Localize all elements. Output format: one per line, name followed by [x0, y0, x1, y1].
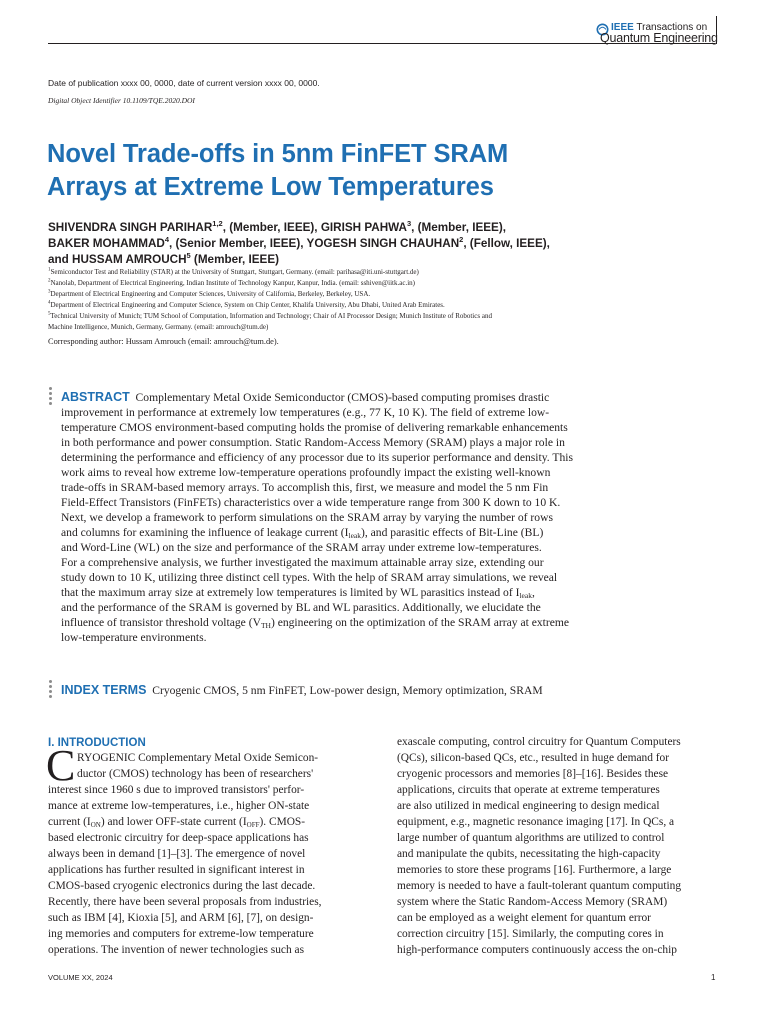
body-line-right: applications, circuits that operate at extreme temperatures — [397, 784, 660, 796]
author-list — [48, 220, 688, 268]
subscript: OFF — [246, 821, 260, 829]
footer-volume: VOLUME XX, 2024 — [48, 973, 113, 982]
abstract-text: , — [531, 586, 535, 599]
author-role: , (Senior Member, IEEE), — [169, 237, 307, 250]
drop-cap: C — [46, 741, 76, 790]
index-terms-text: Cryogenic CMOS, 5 nm FinFET, Low-power design, Memory optimization, SRAM — [152, 684, 543, 697]
abstract-line: and Word-Line (WL) on the size and performance of the SRAM array under extreme low-temperatures. — [61, 541, 542, 554]
body-line-right: memory is needed to have a fault-tolerant quantum computing — [397, 880, 682, 892]
author-sup: 5 — [186, 251, 191, 261]
abstract-text: influence of transistor threshold voltage (V — [61, 616, 261, 629]
affiliation-text: Technical University of Munich; TUM School of Computation, Information and Technology; Chair of AI Processor Design; Munich Institute of Robotics and — [50, 312, 492, 320]
affiliation-sup: 2 — [48, 278, 51, 284]
abstract-line: study down to 10 K, utilizing three distinct cell types. With the help of SRAM array simulations, we reveal — [61, 571, 558, 584]
logo-line2: Quantum Engineering — [600, 31, 718, 45]
affiliation-text: Machine Intelligence, Munich, Germany, Germany. (email: amrouch@tum.de) — [48, 323, 269, 331]
subscript: ON — [90, 821, 101, 829]
affiliation — [48, 289, 688, 300]
paper-title — [47, 138, 687, 204]
body-line-right: (QCs), silicon-based QCs, etc., resulted in huge demand for — [397, 752, 670, 764]
abstract-text: Complementary Metal Oxide Semiconductor (CMOS)-based computing promises drastic — [135, 391, 550, 404]
body-line-right: are also utilized in medical engineering to design medical — [397, 800, 660, 812]
body-line-left: such as IBM [4], Kioxia [5], and ARM [6], [7], on design- — [48, 912, 314, 924]
author-role: (Member, IEEE) — [190, 253, 280, 266]
header-divider-vertical — [716, 16, 717, 44]
author-sup: 1,2 — [212, 219, 223, 229]
author-sup: 2 — [459, 235, 464, 245]
affiliation-sup: 3 — [48, 289, 51, 295]
body-line-left: operations. The invention of newer technologies such as — [48, 944, 305, 956]
body-line-left: applications has further resulted in significant interest in — [48, 864, 305, 876]
body-line-right: cryogenic processors and memories [8]–[16]. Besides these — [397, 768, 669, 780]
abstract-text: ) engineering on the optimization of the SRAM array at extreme — [270, 616, 570, 629]
abstract-line: determining the performance and efficiency of any processor due to its superior performance and density. This — [61, 451, 573, 464]
logo-brand: IEEE — [611, 22, 634, 33]
body-line-left: RYOGENIC Complementary Metal Oxide Semicon- — [77, 752, 319, 764]
affiliation-sup: 5 — [48, 311, 51, 317]
body-text: current (I — [48, 816, 91, 828]
affiliation-text: Department of Electrical Engineering and Computer Sciences, University of California, Berkeley, Berkeley, USA. — [50, 290, 371, 298]
abstract-line — [61, 525, 543, 540]
subscript: leak — [519, 591, 532, 600]
author-name: SHIVENDRA SINGH PARIHAR — [48, 221, 213, 234]
abstract-line: For a comprehensive analysis, we further investigated the maximum attainable array size, extending our — [61, 556, 544, 569]
author-sup: 4 — [164, 235, 170, 245]
body-text: ) and lower OFF-state current (I — [100, 816, 247, 828]
title-line-1: Novel Trade-offs in 5nm FinFET SRAM — [47, 140, 509, 168]
affiliation — [48, 267, 688, 278]
subscript: leak — [348, 531, 361, 540]
body-line-right: can be employed as a weight element for quantum error — [397, 912, 651, 924]
abstract-line: work aims to reveal how extreme low-temperature operations profoundly impact the existing well-known — [61, 466, 551, 479]
abstract-marker-icon — [48, 387, 54, 407]
author-name: and HUSSAM AMROUCH — [48, 253, 187, 266]
author-role: , (Fellow, IEEE), — [463, 237, 550, 250]
body-line-left: based electronic circuitry for deep-space applications has — [48, 832, 309, 844]
abstract-first-line — [61, 390, 549, 405]
body-line-right: correction circuitry [15]. Similarly, the computing cores in — [397, 928, 664, 940]
affiliation-sup: 4 — [48, 300, 51, 306]
author-role: , (Member, IEEE), — [411, 221, 506, 234]
abstract-line: trade-offs in SRAM-based memory arrays. To accomplish this, first, we measure and model the 5 nm Fin — [61, 481, 549, 494]
body-line-left: always been in demand [1]–[3]. The emergence of novel — [48, 848, 306, 860]
body-line-left: interest since 1960 s due to improved transistors' perfor- — [48, 784, 305, 796]
body-line-right: large number of quantum algorithms are utilized to control — [397, 832, 665, 844]
section-heading: I. INTRODUCTION — [48, 737, 146, 749]
abstract-text: and columns for examining the influence of leakage current (I — [61, 526, 349, 539]
abstract-line: temperature CMOS environment-based computing holds the promise of delivering remarkable enhancements — [61, 421, 568, 434]
author-sup: 3 — [406, 219, 412, 229]
body-line-right: system where the Static Random-Access Memory (SRAM) — [397, 896, 668, 908]
author-name: BAKER MOHAMMAD — [48, 237, 165, 250]
body-line-left: mance at extreme low-temperatures, i.e., higher ON-state — [48, 800, 310, 812]
affiliation-text: Semiconductor Test and Reliability (STAR) at the University of Stuttgart, Stuttgart, Germany. (email: parihasa@iti.uni-stuttgart.de) — [50, 268, 419, 276]
corresponding-author: Corresponding author: Hussam Amrouch (email: amrouch@tum.de). — [48, 337, 279, 346]
publication-date: Date of publication xxxx 00, 0000, date of current version xxxx 00, 0000. — [48, 78, 320, 88]
body-line-right: and manipulate the qubits, necessitating the high-capacity — [397, 848, 661, 860]
abstract-line: Next, we develop a framework to perform simulations on the SRAM array by varying the number of rows — [61, 511, 553, 524]
abstract-line: improvement in performance at extremely low temperatures (e.g., 77 K, 10 K). The field of extreme low- — [61, 406, 550, 419]
abstract-line — [61, 585, 535, 600]
body-line-right: high-performance computers continuously access the on-chip — [397, 944, 677, 956]
abstract-line — [61, 615, 569, 630]
title-line-2: Arrays at Extreme Low Temperatures — [47, 173, 494, 201]
body-line-right: exascale computing, control circuitry for Quantum Computers — [397, 736, 681, 748]
logo-line1-rest: Transactions on — [636, 22, 708, 33]
journal-logo — [596, 22, 717, 44]
index-terms — [61, 683, 543, 698]
body-line-right: equipment, e.g., magnetic resonance imaging [17]. In QCs, a — [397, 816, 675, 828]
subscript: TH — [260, 621, 271, 630]
doi: Digital Object Identifier 10.1109/TQE.2020.DOI — [48, 96, 195, 105]
author-name: GIRISH PAHWA — [320, 221, 407, 234]
body-line-left — [48, 814, 305, 830]
affiliation — [48, 278, 688, 289]
affiliation — [48, 311, 688, 322]
body-line-right: memories to store these programs [16]. Furthermore, a large — [397, 864, 672, 876]
affiliation-sup: 1 — [48, 267, 51, 273]
abstract-label: ABSTRACT — [61, 390, 130, 404]
author-name: YOGESH SINGH CHAUHAN — [306, 237, 460, 250]
body-line-left: CMOS-based cryogenic electronics during the last decade. — [48, 880, 316, 892]
body-line-left: Recently, there have been several proposals from industries, — [48, 896, 322, 908]
affiliation — [48, 322, 688, 333]
index-terms-label: INDEX TERMS — [61, 683, 147, 697]
abstract-line: and the performance of the SRAM is governed by BL and WL parasitics. Additionally, we elucidate the — [61, 601, 541, 614]
abstract-line: Field-Effect Transistors (FinFETs) characteristics over a wide temperature range from 300 K down to 10 K. — [61, 496, 561, 509]
abstract-line: low-temperature environments. — [61, 631, 207, 644]
page-number: 1 — [711, 973, 716, 982]
affiliation — [48, 300, 688, 311]
index-terms-marker-icon — [48, 680, 54, 700]
abstract-line: in both performance and power consumption. Static Random-Access Memory (SRAM) plays a major role in — [61, 436, 565, 449]
author-role: , (Member, IEEE), — [222, 221, 321, 234]
abstract-text: ), and parasitic effects of Bit-Line (BL) — [360, 526, 544, 539]
affiliation-text: Department of Electrical Engineering and Computer Science, System on Chip Center, Khalifa University, Abu Dhabi, United Arab Emirates. — [50, 301, 445, 309]
body-line-left: ing memories and computers for extreme-low temperature — [48, 928, 314, 940]
body-text: ). CMOS- — [259, 816, 306, 828]
abstract-text: that the maximum array size at extremely low temperatures is limited by WL parasitics instead of I — [61, 586, 520, 599]
affiliation-text: Nanolab, Department of Electrical Engineering, Indian Institute of Technology Kanpur, Kanpur, India. (email: sshiven@iitk.ac.in) — [50, 279, 415, 287]
body-line-left: ductor (CMOS) technology has been of researchers' — [77, 768, 314, 780]
header-rule — [48, 43, 715, 44]
